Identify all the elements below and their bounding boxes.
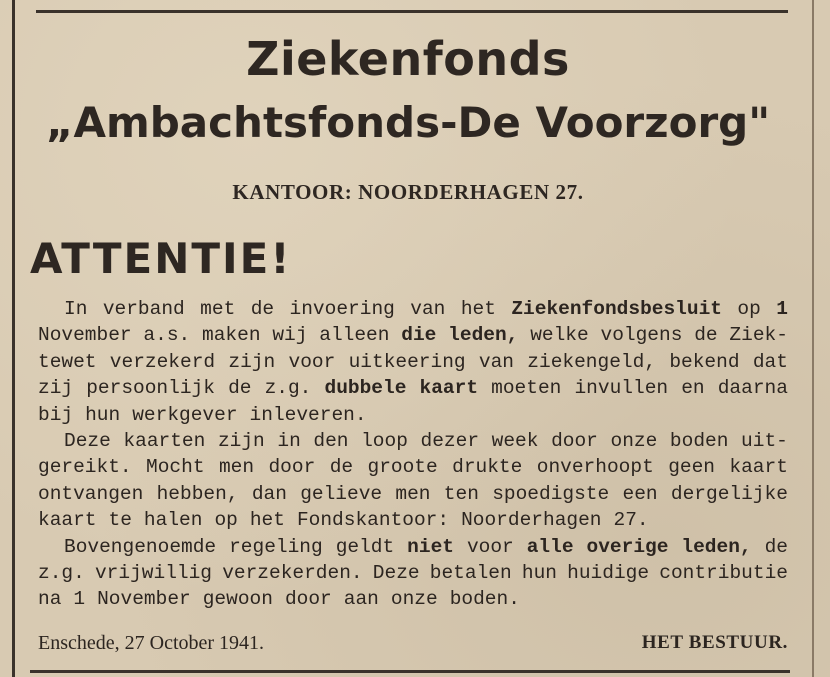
word: hebben, <box>156 482 239 505</box>
word: ten <box>443 482 479 505</box>
text-line <box>38 375 788 401</box>
word: uit- <box>741 429 788 452</box>
word: invullen <box>574 377 669 400</box>
text-line <box>38 586 788 612</box>
word: contributie <box>659 561 788 584</box>
word: dezer <box>420 429 480 452</box>
word: de <box>764 535 788 558</box>
text-line <box>38 296 788 322</box>
word: Deze <box>64 429 111 452</box>
word: In <box>64 298 88 320</box>
word: Fondskantoor: <box>296 509 450 532</box>
text-line <box>38 349 788 375</box>
word: voor <box>288 350 336 373</box>
word: het <box>460 298 496 320</box>
text-line <box>38 322 788 348</box>
word: met <box>200 298 236 320</box>
text-line <box>38 481 788 507</box>
word: een <box>622 482 658 505</box>
word: gewoon <box>202 588 273 611</box>
word: niet <box>407 535 454 558</box>
headline-ziekenfonds: Ziekenfonds <box>246 32 570 86</box>
word: op <box>737 298 761 320</box>
word: aan <box>343 588 379 611</box>
word: November <box>38 324 132 347</box>
word: boden. <box>449 588 520 611</box>
word: alleen <box>319 324 390 347</box>
text-line <box>38 507 788 533</box>
word: persoonlijk <box>86 377 215 400</box>
word: gereikt. <box>38 456 132 479</box>
top-rule <box>36 10 788 13</box>
place-and-date: Enschede, 27 October 1941. <box>38 632 265 654</box>
word: welke <box>530 324 589 347</box>
word: a.s. <box>143 324 191 347</box>
word: voor <box>466 535 514 558</box>
word: te <box>108 509 132 532</box>
word: regeling <box>229 535 323 558</box>
word: dubbele <box>324 377 407 400</box>
word: kaarten <box>123 429 206 452</box>
word: bekend <box>669 350 740 373</box>
word: door <box>551 429 598 452</box>
word: hun <box>521 561 557 584</box>
word: alle <box>526 535 574 558</box>
word: daarna <box>717 377 788 400</box>
word: halen <box>143 509 203 532</box>
word: zijn <box>217 429 265 452</box>
word: 27. <box>613 509 649 532</box>
word: drukte <box>452 456 523 479</box>
text-line <box>38 402 788 428</box>
word: van <box>478 350 515 373</box>
word: bij <box>38 403 74 426</box>
word: men <box>218 456 255 479</box>
word: op <box>214 509 238 532</box>
word: onze <box>390 588 438 611</box>
word: in <box>277 429 301 452</box>
word: door <box>268 456 316 479</box>
word: werkgever <box>132 403 238 426</box>
word: de <box>228 377 252 400</box>
word: gelieve <box>300 482 383 505</box>
word: invoering <box>289 298 395 320</box>
word: uitkeering <box>348 350 466 373</box>
word: ontvangen <box>38 482 144 505</box>
word: leden, <box>681 535 752 558</box>
bottom-rule <box>30 670 790 673</box>
word: Mocht <box>146 456 205 479</box>
word: onverhoopt <box>536 456 654 479</box>
text-line <box>38 454 788 480</box>
attention-heading: ATTENTIE! <box>30 234 292 283</box>
word: kaart <box>38 509 97 532</box>
word: Bovengenoemde <box>64 535 217 558</box>
word: dan <box>251 482 287 505</box>
word: dergelijke <box>670 482 788 505</box>
word: betalen <box>429 561 512 584</box>
word: maken <box>202 324 261 347</box>
word: wij <box>272 324 308 347</box>
word: zijn <box>228 350 276 373</box>
word: de <box>329 456 354 479</box>
office-address: KANTOOR: NOORDERHAGEN 27. <box>232 180 584 204</box>
word: groote <box>367 456 438 479</box>
text-line <box>38 560 788 586</box>
text-line <box>38 534 788 560</box>
word: kaart <box>729 456 788 479</box>
word: volgens <box>600 324 683 347</box>
word: Ziek- <box>729 324 788 347</box>
word: het <box>249 509 285 532</box>
word: van <box>410 298 446 320</box>
word: Ziekenfondsbesluit <box>511 298 722 320</box>
word: November <box>97 588 191 611</box>
word: men <box>395 482 431 505</box>
word: spoedigste <box>492 482 610 505</box>
word: ziekengeld, <box>527 350 657 373</box>
word: moeten <box>491 377 562 400</box>
word: na <box>38 588 62 611</box>
word: hun <box>85 403 121 426</box>
word: dat <box>752 350 788 373</box>
word: de <box>694 324 718 347</box>
word: overige <box>586 535 669 558</box>
word: tewet <box>38 350 97 373</box>
word: en <box>681 377 705 400</box>
announcement-body <box>38 296 788 613</box>
word: kaart <box>419 377 479 400</box>
word: door <box>284 588 332 611</box>
word: 1 <box>776 298 788 320</box>
word: huidige <box>567 561 650 584</box>
word: z.g. <box>38 561 85 584</box>
word: zij <box>38 377 74 400</box>
word: verzekerden. <box>222 561 363 584</box>
word: verband <box>102 298 185 320</box>
word: de <box>250 298 275 320</box>
word: Noorderhagen <box>461 509 602 532</box>
word: leden, <box>448 324 519 347</box>
word: z.g. <box>264 377 312 400</box>
text-line <box>38 428 788 454</box>
headline-fund-name: „Ambachtsfonds-De Voorzorg" <box>45 98 771 147</box>
word: die <box>401 324 437 347</box>
word: loop <box>361 429 408 452</box>
word: boden <box>669 429 729 452</box>
word: verzekerd <box>109 350 216 373</box>
word: inleveren. <box>249 403 367 426</box>
word: geen <box>668 456 715 479</box>
word: vrijwillig <box>94 561 213 584</box>
word: week <box>491 429 539 452</box>
word: Deze <box>372 561 420 584</box>
word: den <box>313 429 349 452</box>
word: 1 <box>73 588 86 611</box>
signature: HET BESTUUR. <box>641 632 788 653</box>
word: onze <box>610 429 658 452</box>
word: geldt <box>335 535 395 558</box>
